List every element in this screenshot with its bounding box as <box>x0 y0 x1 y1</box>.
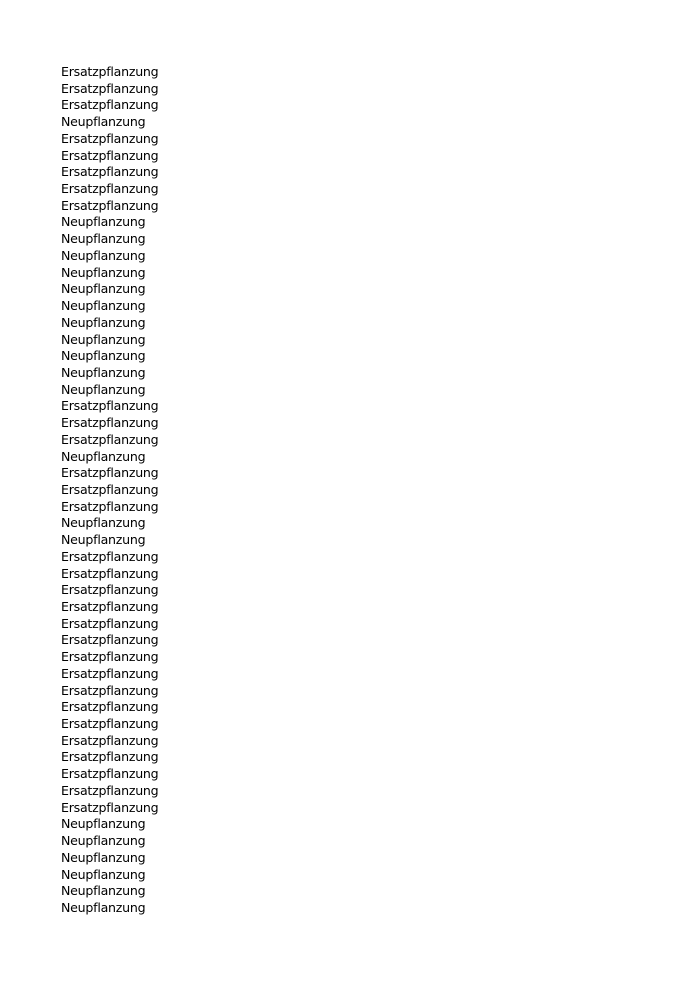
list-item: Ersatzpflanzung <box>61 665 159 681</box>
list-item: Ersatzpflanzung <box>61 615 159 631</box>
list-item: Neupflanzung <box>61 883 146 899</box>
list-item: Ersatzpflanzung <box>61 565 159 581</box>
list-item: Neupflanzung <box>61 833 146 849</box>
list-item: Ersatzpflanzung <box>61 97 159 113</box>
list-item: Ersatzpflanzung <box>61 582 159 598</box>
list-item: Ersatzpflanzung <box>61 147 159 163</box>
list-item: Neupflanzung <box>61 515 146 531</box>
list-item: Neupflanzung <box>61 314 146 330</box>
list-item: Ersatzpflanzung <box>61 64 159 79</box>
list-item: Ersatzpflanzung <box>61 80 159 96</box>
list-item: Ersatzpflanzung <box>61 181 159 197</box>
list-item: Ersatzpflanzung <box>61 415 159 431</box>
list-item: Neupflanzung <box>61 816 146 832</box>
planting-type-list <box>61 64 158 917</box>
list-item: Neupflanzung <box>61 214 146 230</box>
list-item: Ersatzpflanzung <box>61 599 159 614</box>
list-item: Ersatzpflanzung <box>61 431 159 447</box>
list-item: Neupflanzung <box>61 331 146 347</box>
list-item: Ersatzpflanzung <box>61 782 159 798</box>
list-item: Ersatzpflanzung <box>61 632 159 648</box>
list-item: Ersatzpflanzung <box>61 481 159 497</box>
list-item: Ersatzpflanzung <box>61 548 159 564</box>
list-item: Neupflanzung <box>61 364 146 380</box>
list-item: Ersatzpflanzung <box>61 749 159 765</box>
list-item: Neupflanzung <box>61 348 146 364</box>
list-item: Ersatzpflanzung <box>61 766 159 782</box>
list-item: Neupflanzung <box>61 231 146 247</box>
list-item: Ersatzpflanzung <box>61 498 159 514</box>
list-item: Ersatzpflanzung <box>61 682 159 698</box>
list-item: Ersatzpflanzung <box>61 398 159 414</box>
list-item: Neupflanzung <box>61 849 146 865</box>
list-item: Neupflanzung <box>61 247 146 263</box>
list-item: Ersatzpflanzung <box>61 799 159 815</box>
list-item: Neupflanzung <box>61 281 146 297</box>
list-item: Ersatzpflanzung <box>61 197 159 213</box>
list-item: Ersatzpflanzung <box>61 130 159 146</box>
list-item: Neupflanzung <box>61 448 146 464</box>
list-item: Neupflanzung <box>61 264 146 280</box>
list-item: Ersatzpflanzung <box>61 164 159 180</box>
list-item: Neupflanzung <box>61 114 146 130</box>
list-item: Neupflanzung <box>61 532 146 548</box>
list-item: Ersatzpflanzung <box>61 732 159 748</box>
list-item: Neupflanzung <box>61 866 146 882</box>
list-item: Ersatzpflanzung <box>61 649 159 665</box>
list-item: Neupflanzung <box>61 298 146 314</box>
list-item: Ersatzpflanzung <box>61 716 159 732</box>
list-item: Neupflanzung <box>61 899 146 915</box>
list-item: Ersatzpflanzung <box>61 699 159 715</box>
list-item: Neupflanzung <box>61 381 146 397</box>
list-item: Ersatzpflanzung <box>61 465 159 481</box>
